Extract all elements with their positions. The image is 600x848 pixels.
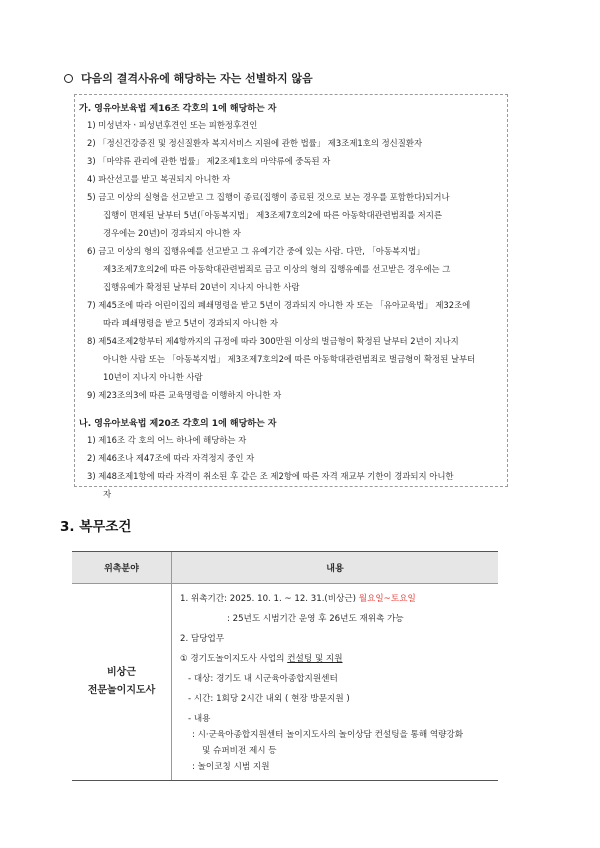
section-a-line: 7) 제45조에 따라 어린이집의 폐쇄명령을 받고 5년이 경과되지 아니한 자 또는 「유아교육법」 제32조에 (87, 300, 471, 310)
section-a-line: 9) 제23조의3에 따른 교육명령을 이행하지 아니한 자 (87, 390, 282, 400)
duty-content-2: : 놀이코칭 시범 지원 (192, 762, 270, 772)
section-a-line: 4) 파산선고를 받고 복권되지 아니한 자 (87, 174, 231, 184)
duty-content-title: - 내용 (188, 714, 211, 724)
duty-item-1 (180, 652, 343, 664)
circle-bullet-icon (64, 74, 73, 83)
section-3-title: 3. 복무조건 (60, 519, 132, 535)
section-b-line: 1) 제16조 각 호의 어느 하나에 해당하는 자 (87, 435, 247, 445)
reappointment-note: : 25년도 시범기간 운영 후 26년도 재위촉 가능 (227, 614, 404, 624)
section-b-line: 자 (103, 489, 112, 499)
section-b-line: 2) 제46조나 제47조에 따라 자격정지 중인 자 (87, 453, 255, 463)
section-a-line: 6) 금고 이상의 형의 집행유예를 선고받고 그 유예기간 중에 있는 사람. 다만, 「아동복지법」 (87, 246, 425, 256)
heading-text: 다음의 결격사유에 해당하는 자는 선별하지 않음 (81, 72, 313, 85)
table-header-row (72, 552, 498, 584)
duty-item-1-underlined: 컨설팅 및 지원 (287, 654, 343, 664)
section-a-line: 집행유예가 확정된 날부터 20년이 지나지 아니한 사람 (103, 282, 300, 292)
disqualification-heading (64, 70, 313, 86)
section-a-line: 1) 미성년자ㆍ피성년후견인 또는 피한정후견인 (87, 120, 258, 130)
appointment-period (180, 592, 416, 604)
section-a-line: 제3조제7호의2에 따른 아동학대관련범죄로 금고 이상의 형의 집행유예를 선고받은 경우에는 그 (103, 264, 451, 274)
duties-title: 2. 담당업무 (180, 634, 225, 644)
section-a-line: 경우에는 20년)이 경과되지 아니한 자 (103, 228, 241, 238)
duty-item-1-text: ① 경기도놀이지도사 사업의 (180, 654, 288, 664)
section-a-line: 3) 「마약류 관리에 관한 법률」 제2조제1호의 마약류에 중독된 자 (87, 156, 331, 166)
section-a-line: 8) 제54조제2항부터 제4항까지의 규정에 따라 300만원 이상의 벌금형이 확정된 날부터 2년이 지나지 (87, 336, 459, 346)
field-line-1: 비상근 (107, 667, 136, 678)
section-a-line: 2) 「정신건강증진 및 정신질환자 복지서비스 지원에 관한 법률」 제3조제1호의 정신질환자 (87, 138, 423, 148)
field-cell (72, 584, 172, 781)
service-conditions-table (72, 551, 498, 781)
table-row (72, 584, 498, 781)
header-content: 내용 (172, 552, 499, 584)
duty-content-1: : 시·군육아종합지원센터 놀이지도사의 놀이상담 컨설팅을 통해 역량강화 (192, 730, 464, 740)
work-days-highlight: 월요일~토요일 (358, 594, 416, 604)
content-cell (172, 584, 499, 781)
appointment-period-text: 1. 위촉기간: 2025. 10. 1. ~ 12. 31.(비상근) (180, 594, 359, 604)
section-a-line: 5) 금고 이상의 실형을 선고받고 그 집행이 종료(집행이 종료된 것으로 보는 경우를 포함한다)되거나 (87, 192, 450, 202)
section-a-line: 따라 폐쇄명령을 받고 5년이 경과되지 아니한 자 (103, 318, 279, 328)
section-a-line: 집행이 면제된 날부터 5년(「아동복지법」 제3조제7호의2에 따른 아동학대관련범죄를 저지른 (103, 210, 442, 220)
duty-target: - 대상: 경기도 내 시군육아종합지원센터 (188, 674, 338, 684)
disqualification-box (74, 94, 508, 499)
section-b-line: 3) 제48조제1항에 따라 자격이 취소된 후 같은 조 제2항에 따른 자격 재교부 기한이 경과되지 아니한 (87, 471, 454, 481)
duty-content-1-cont: 및 슈퍼비전 제시 등 (202, 746, 277, 756)
field-line-2: 전문놀이지도사 (87, 685, 156, 696)
section-a-line: 아니한 사람 또는 「아동복지법」 제3조제7호의2에 따른 아동학대관련범죄로 벌금형이 확정된 날부터 (103, 354, 476, 364)
section-a-line: 10년이 지나지 아니한 사람 (103, 372, 203, 382)
section-a-title: 가. 영유아보육법 제16조 각호의 1에 해당하는 자 (79, 104, 277, 114)
duty-time: - 시간: 1회당 2시간 내외 ( 현장 방문지원 ) (188, 694, 350, 704)
section-b-title: 나. 영유아보육법 제20조 각호의 1에 해당하는 자 (79, 419, 277, 429)
header-field: 위촉분야 (72, 552, 172, 584)
